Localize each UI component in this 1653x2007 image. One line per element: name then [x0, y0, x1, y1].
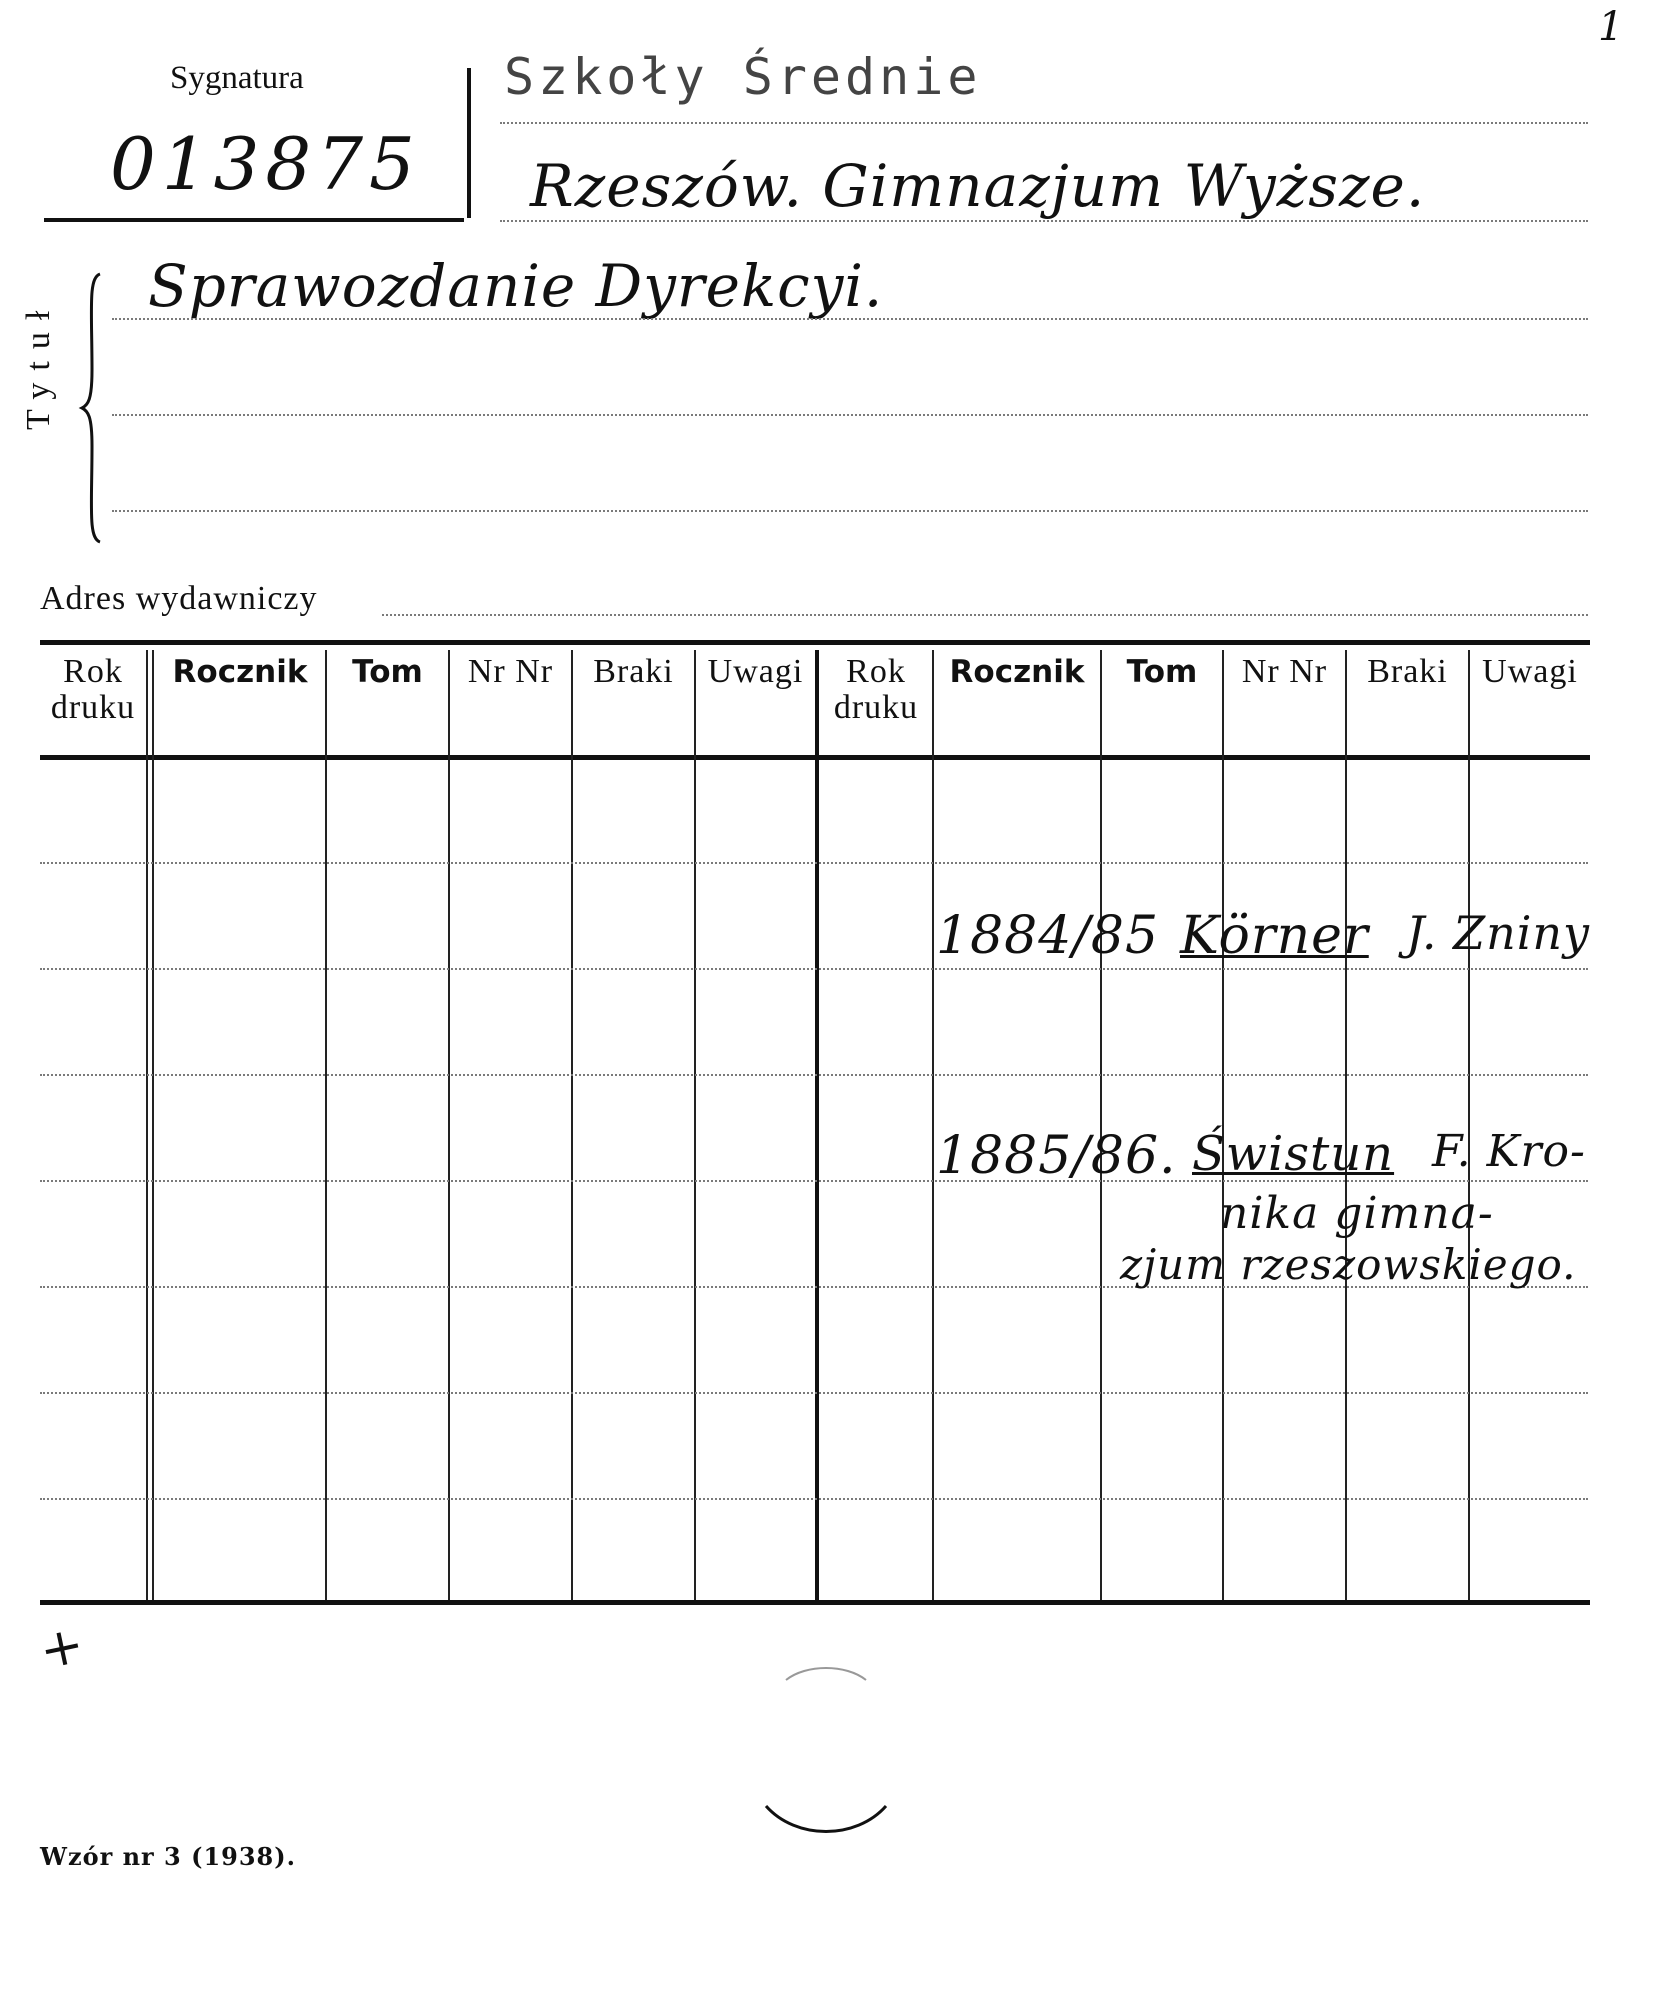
title-dotted-line-2 — [112, 414, 1588, 416]
stamp-text: Szkoły Średnie — [504, 48, 982, 106]
heading-dotted-line-2 — [500, 220, 1588, 222]
entry-2-continuation-1: nika gimna- — [1220, 1188, 1494, 1239]
heading-line-2: Sprawozdanie Dyrekcyi. — [148, 252, 884, 320]
header-rocznik: Rocznik — [172, 654, 308, 690]
bottom-mark: + — [34, 1614, 91, 1682]
title-brace — [78, 270, 108, 545]
table-top-rule — [40, 640, 1590, 645]
row-line — [40, 968, 1588, 970]
col-line — [152, 650, 154, 1600]
col-line — [932, 650, 934, 1600]
title-dotted-line-3 — [112, 510, 1588, 512]
center-divider — [815, 650, 819, 1600]
entry-1-years: 1884/85 — [936, 906, 1160, 966]
header-braki: Braki — [1367, 653, 1448, 690]
entry-2-rest: F. Kro- — [1432, 1126, 1586, 1177]
header-uwagi: Uwagi — [707, 653, 804, 690]
heading-dotted-line-1 — [500, 122, 1588, 124]
header-nr-nr: Nr Nr — [467, 653, 554, 690]
entry-1-rest: J. Zniny — [1406, 906, 1591, 960]
signature-number: 013875 — [110, 122, 421, 206]
form-label: Wzór nr 3 (1938). — [40, 1842, 296, 1871]
heading-line-1: Rzeszów. Gimnazjum Wyższe. — [530, 152, 1426, 220]
entry-2-years: 1885/86. — [936, 1126, 1177, 1186]
col-line — [1222, 650, 1224, 1600]
header-uwagi: Uwagi — [1482, 653, 1578, 690]
row-line — [40, 1392, 1588, 1394]
signature-label: Sygnatura — [170, 60, 304, 96]
header-braki: Braki — [593, 653, 674, 690]
header-rok-druku: Rok druku — [50, 653, 136, 726]
signature-underline — [44, 218, 464, 222]
title-dotted-line-1 — [112, 318, 1588, 320]
col-line — [325, 650, 327, 1600]
entry-2-continuation-2: zjum rzeszowskiego. — [1120, 1240, 1577, 1289]
header-rocznik: Rocznik — [949, 654, 1085, 690]
table-bottom-rule — [40, 1600, 1590, 1605]
publisher-label: Adres wydawniczy — [40, 580, 318, 617]
publisher-dotted-line — [382, 614, 1588, 616]
row-line — [40, 862, 1588, 864]
page-number: 1 — [1598, 4, 1625, 50]
entry-2-author: Świstun — [1192, 1126, 1395, 1182]
header-tom: Tom — [1126, 654, 1198, 690]
col-line — [1468, 650, 1470, 1600]
punch-hole-outline — [756, 1650, 896, 1850]
header-nr-nr: Nr Nr — [1241, 653, 1328, 690]
row-line — [40, 1074, 1588, 1076]
title-label: Tytuł — [20, 298, 57, 430]
row-line — [40, 1498, 1588, 1500]
col-line — [448, 650, 450, 1600]
col-line — [1100, 650, 1102, 1600]
col-line — [146, 650, 148, 1600]
col-line — [1345, 650, 1347, 1600]
signature-divider — [467, 68, 471, 218]
entry-1-author: Körner — [1180, 906, 1369, 966]
header-tom: Tom — [352, 654, 423, 690]
col-line — [571, 650, 573, 1600]
header-rok-druku: Rok druku — [833, 653, 919, 726]
col-line — [694, 650, 696, 1600]
